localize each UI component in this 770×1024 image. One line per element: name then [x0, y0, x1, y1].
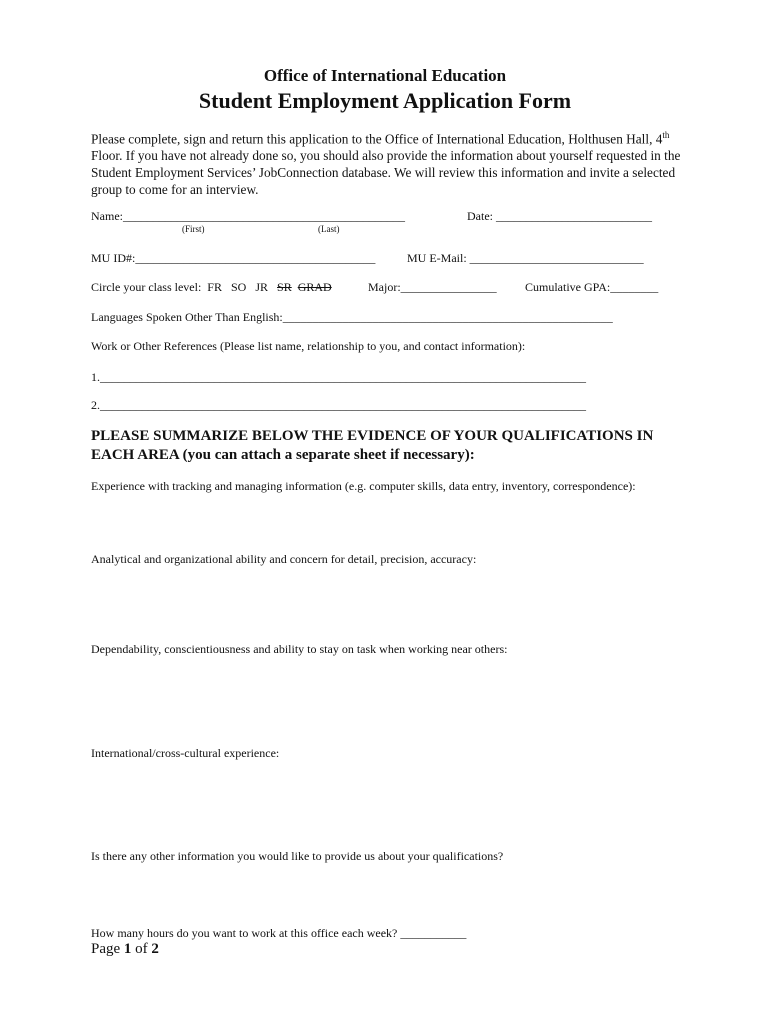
hours-row [91, 926, 466, 941]
reference-2-row [91, 398, 586, 413]
major-field[interactable]: ________________ [400, 280, 497, 294]
intro-superscript: th [662, 130, 670, 140]
reference-1-row [91, 370, 586, 385]
name-row [91, 209, 405, 224]
muid-row [91, 251, 375, 266]
class-level-row [91, 280, 332, 295]
gpa-row [525, 280, 658, 295]
form-title: Student Employment Application Form [198, 88, 572, 113]
page-total: 2 [151, 941, 159, 957]
muid-field[interactable]: ________________________________________ [135, 251, 376, 265]
class-option-grad[interactable]: GRAD [297, 280, 332, 294]
hours-label: How many hours do you want to work at this office each week? [91, 926, 398, 940]
references-label: Work or Other References (Please list name, relationship to you, and contact information): [91, 339, 526, 353]
reference-2-label: 2. [91, 398, 100, 412]
intro-paragraph [91, 127, 691, 198]
major-label: Major: [368, 280, 401, 294]
intro-text-2: Floor. If you have not already done so, you should also provide the information about yourself requested in the Student Employment Services’ JobConnection database. We will review this information and invite a selected group to come for an interview. [91, 148, 681, 198]
date-row [467, 209, 652, 224]
qualifications-heading: PLEASE SUMMARIZE BELOW THE EVIDENCE OF YOUR QUALIFICATIONS IN EACH AREA (you can attach a separate sheet if necessary): [91, 428, 654, 463]
email-field[interactable]: _____________________________ [469, 251, 644, 265]
reference-1-field[interactable]: _________________________________________________________________________________ [100, 370, 586, 384]
major-row [368, 280, 497, 295]
last-name-hint: (Last) [318, 224, 340, 234]
name-label: Name: [91, 209, 123, 223]
question-experience: Experience with tracking and managing information (e.g. computer skills, data entry, inventory, correspondence): [91, 479, 636, 493]
gpa-label: Cumulative GPA: [525, 280, 611, 294]
reference-1-label: 1. [91, 370, 100, 384]
class-option-so[interactable]: SO [230, 280, 247, 294]
class-option-fr[interactable]: FR [207, 280, 222, 294]
question-international: International/cross-cultural experience: [91, 746, 280, 760]
question-other-info: Is there any other information you would like to provide us about your qualifications? [91, 849, 504, 863]
hours-field[interactable]: ___________ [400, 926, 467, 940]
question-analytical: Analytical and organizational ability and concern for detail, precision, accuracy: [91, 552, 477, 566]
languages-row [91, 310, 613, 325]
class-option-jr[interactable]: JR [255, 280, 269, 294]
email-label: MU E-Mail: [407, 251, 467, 265]
question-dependability: Dependability, conscientiousness and ability to stay on task when working near others: [91, 642, 508, 656]
intro-text-1: Please complete, sign and return this application to the Office of International Education, Holthusen Hall, 4 [91, 131, 663, 147]
reference-2-field[interactable]: _________________________________________________________________________________ [100, 398, 586, 412]
languages-field[interactable]: _______________________________________________________ [282, 310, 613, 324]
email-row [407, 251, 644, 266]
page-footer [91, 941, 159, 958]
class-option-sr[interactable]: SR [277, 280, 292, 294]
date-field[interactable]: __________________________ [496, 209, 652, 223]
office-name: Office of International Education [263, 66, 507, 85]
muid-label: MU ID#: [91, 251, 136, 265]
of-word: of [135, 941, 148, 957]
page-word: Page [91, 941, 121, 957]
class-level-label: Circle your class level: [91, 280, 202, 294]
first-name-hint: (First) [182, 224, 205, 234]
page-number: 1 [123, 941, 132, 957]
languages-label: Languages Spoken Other Than English: [91, 310, 283, 324]
date-label: Date: [467, 209, 493, 223]
name-field[interactable]: _______________________________________________ [123, 209, 405, 223]
gpa-field[interactable]: ________ [610, 280, 659, 294]
